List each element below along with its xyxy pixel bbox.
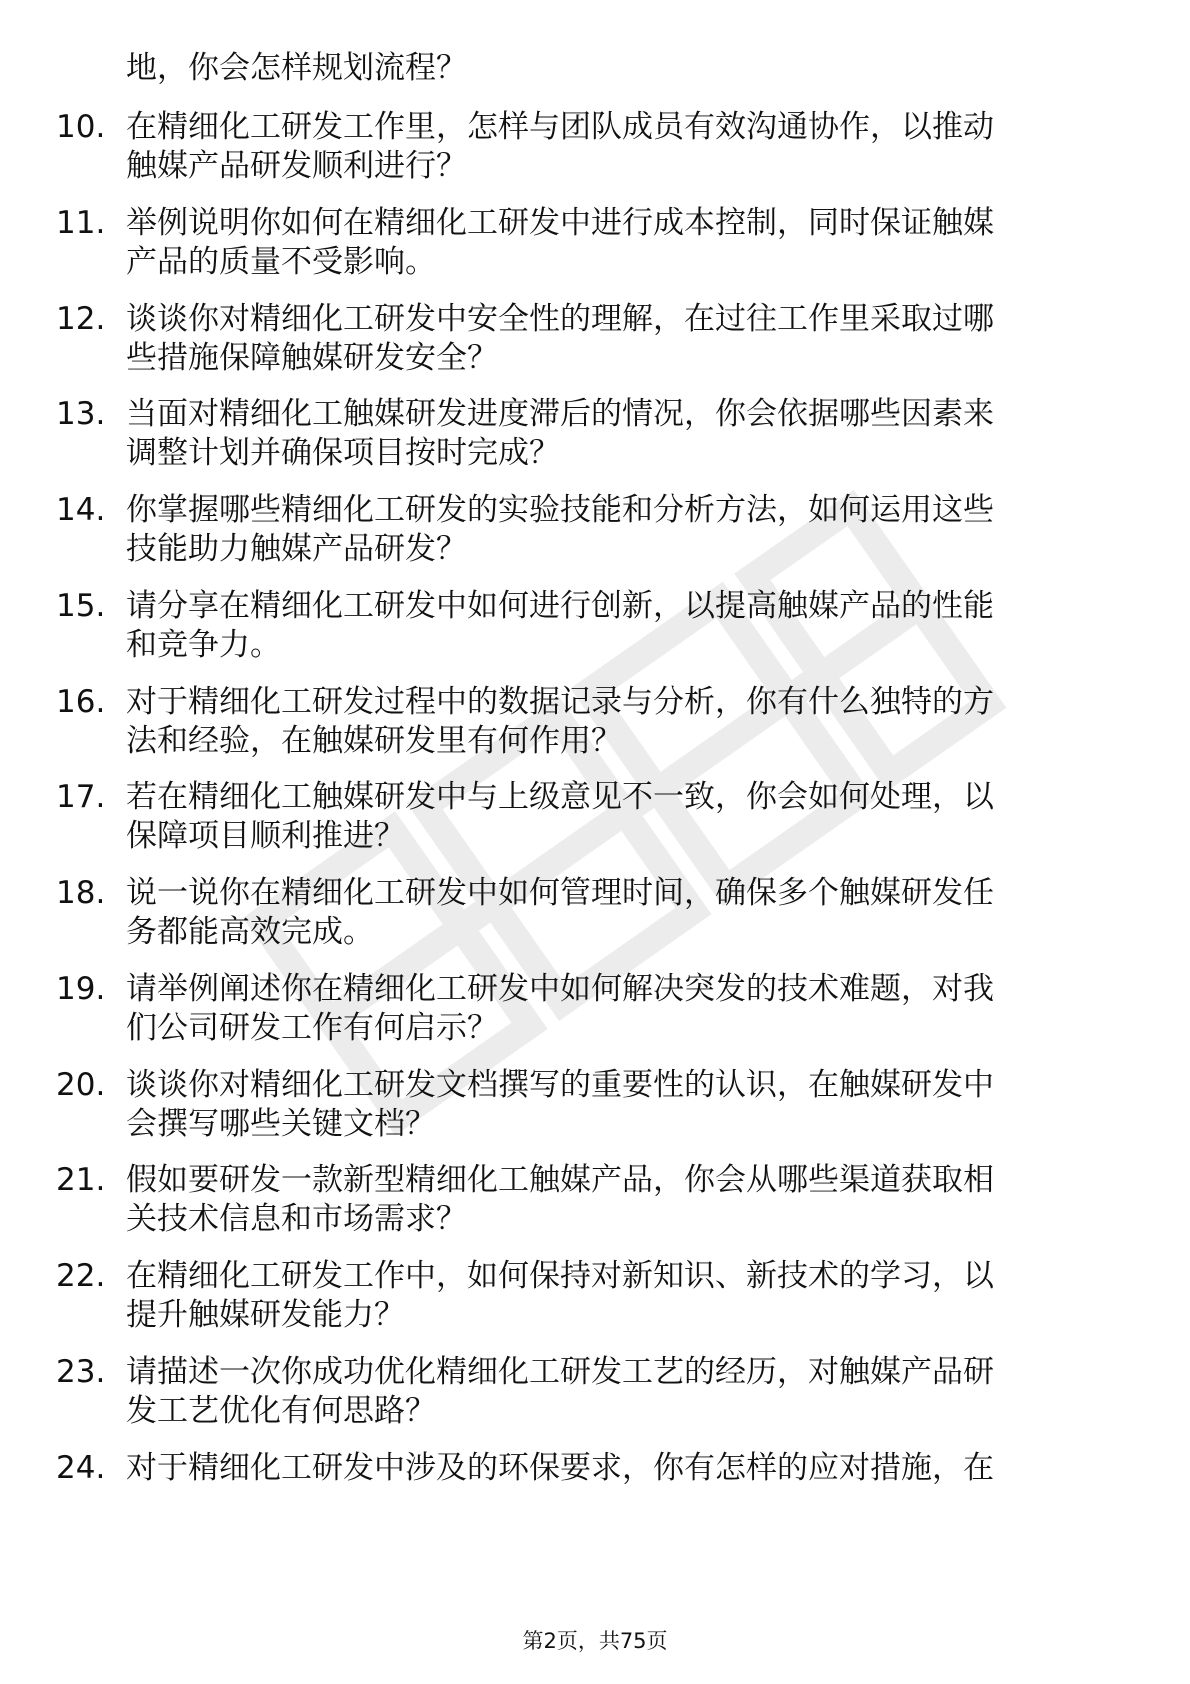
question-text-line: 会撰写哪些关键文档？ xyxy=(126,1106,436,1142)
question-number: 24. xyxy=(56,1450,106,1486)
question-text-line: 保障项目顺利推进？ xyxy=(126,818,405,854)
question-text-line: 请举例阐述你在精细化工研发中如何解决突发的技术难题，对我 xyxy=(126,971,994,1007)
question-text-line: 法和经验，在触媒研发里有何作用？ xyxy=(126,723,622,759)
question-text-line: 和竞争力。 xyxy=(126,627,281,663)
question-number: 21. xyxy=(56,1162,106,1198)
question-text-line: 些措施保障触媒研发安全？ xyxy=(126,340,498,376)
question-number: 12. xyxy=(56,301,106,337)
question-text-line: 在精细化工研发工作里，怎样与团队成员有效沟通协作，以推动 xyxy=(126,109,994,145)
question-number: 11. xyxy=(56,205,106,241)
question-number: 23. xyxy=(56,1354,106,1390)
question-number: 13. xyxy=(56,396,106,432)
question-number: 22. xyxy=(56,1258,106,1294)
question-text-line: 技能助力触媒产品研发？ xyxy=(126,531,467,567)
question-text-line: 关技术信息和市场需求？ xyxy=(126,1201,467,1237)
question-text-line: 务都能高效完成。 xyxy=(126,914,374,950)
question-text-line: 若在精细化工触媒研发中与上级意见不一致，你会如何处理，以 xyxy=(126,779,994,815)
question-text-line: 请分享在精细化工研发中如何进行创新，以提高触媒产品的性能 xyxy=(126,588,994,624)
question-number: 10. xyxy=(56,109,106,145)
page-number-footer: 第2页，共75页 xyxy=(522,1629,668,1653)
question-text-line: 谈谈你对精细化工研发中安全性的理解，在过往工作里采取过哪 xyxy=(126,301,994,337)
question-text-line: 地，你会怎样规划流程？ xyxy=(126,50,467,86)
question-text-line: 说一说你在精细化工研发中如何管理时间，确保多个触媒研发任 xyxy=(126,875,994,911)
question-text-line: 举例说明你如何在精细化工研发中进行成本控制，同时保证触媒 xyxy=(126,205,994,241)
question-text-line: 请描述一次你成功优化精细化工研发工艺的经历，对触媒产品研 xyxy=(126,1354,994,1390)
question-text-line: 提升触媒研发能力？ xyxy=(126,1297,405,1333)
question-text-line: 你掌握哪些精细化工研发的实验技能和分析方法，如何运用这些 xyxy=(126,492,994,528)
question-text-line: 在精细化工研发工作中，如何保持对新知识、新技术的学习，以 xyxy=(126,1258,994,1294)
question-text-line: 发工艺优化有何思路？ xyxy=(126,1393,436,1429)
question-text-line: 们公司研发工作有何启示？ xyxy=(126,1010,498,1046)
question-text-line: 产品的质量不受影响。 xyxy=(126,244,436,280)
question-number: 18. xyxy=(56,875,106,911)
question-text-line: 当面对精细化工触媒研发进度滞后的情况，你会依据哪些因素来 xyxy=(126,396,994,432)
question-number: 19. xyxy=(56,971,106,1007)
question-text-line: 对于精细化工研发过程中的数据记录与分析，你有什么独特的方 xyxy=(126,684,994,720)
question-number: 15. xyxy=(56,588,106,624)
question-number: 16. xyxy=(56,684,106,720)
question-text-line: 触媒产品研发顺利进行？ xyxy=(126,148,467,184)
question-number: 20. xyxy=(56,1067,106,1103)
question-text-line: 假如要研发一款新型精细化工触媒产品，你会从哪些渠道获取相 xyxy=(126,1162,994,1198)
question-text-line: 调整计划并确保项目按时完成？ xyxy=(126,435,560,471)
question-number: 14. xyxy=(56,492,106,528)
question-text-line: 对于精细化工研发中涉及的环保要求，你有怎样的应对措施，在 xyxy=(126,1450,994,1486)
question-text-line: 谈谈你对精细化工研发文档撰写的重要性的认识，在触媒研发中 xyxy=(126,1067,994,1103)
question-number: 17. xyxy=(56,779,106,815)
